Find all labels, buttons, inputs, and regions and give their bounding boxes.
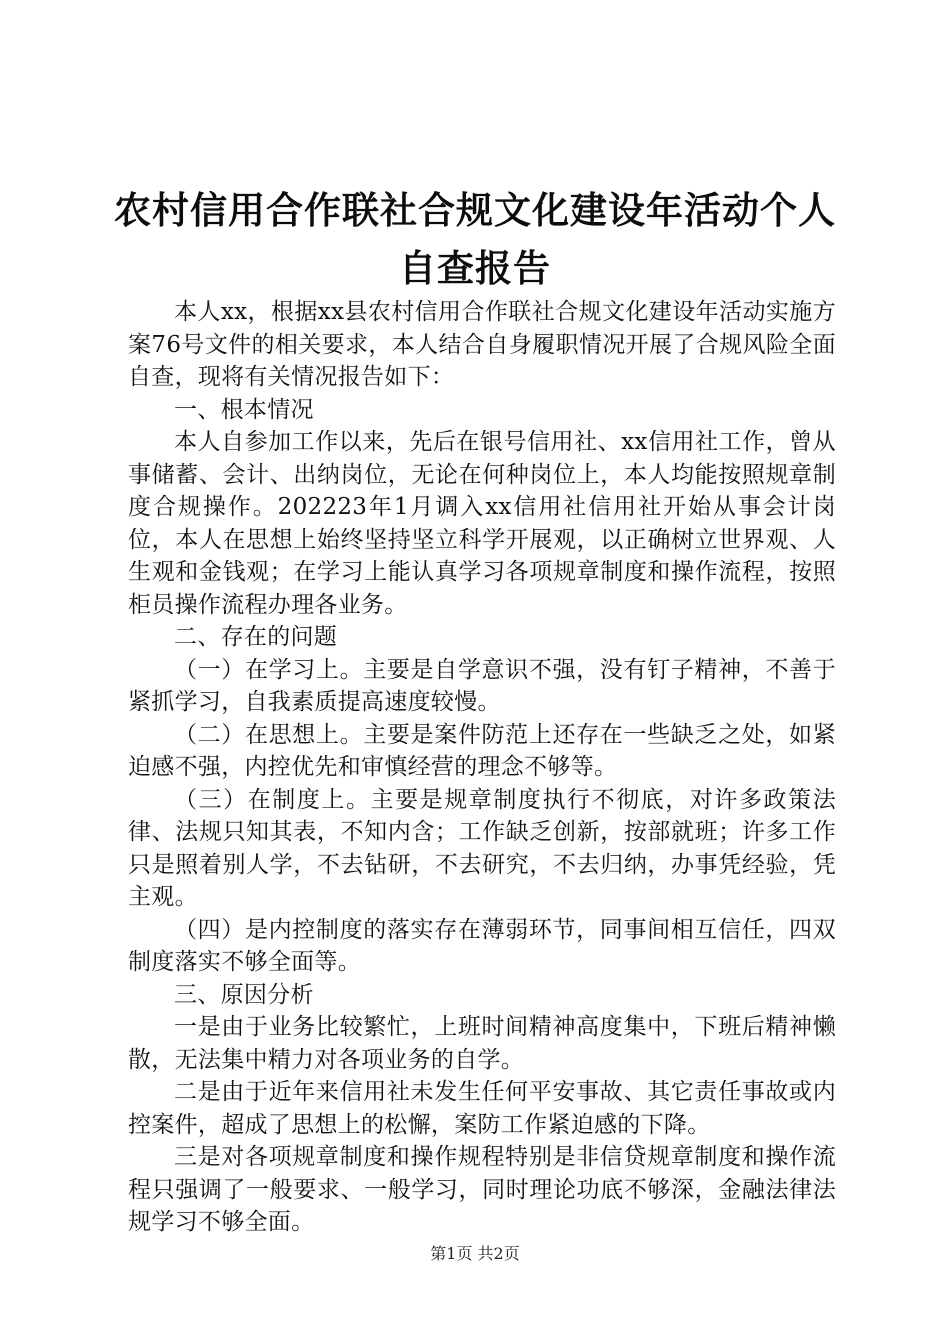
page-number-footer: 第1页 共2页 <box>430 1244 520 1263</box>
cause-item-one: 一是由于业务比较繁忙，上班时间精神高度集中，下班后精神懒散，无法集中精力对各项业务的自学。 <box>128 1014 836 1073</box>
problem-item-thinking: （二）在思想上。主要是案件防范上还存在一些缺乏之处，如紧迫感不强，内控优先和审慎经营的理念不够等。 <box>128 721 836 780</box>
section-heading-basic-situation: 一、根本情况 <box>174 396 314 423</box>
cause-item-two: 二是由于近年来信用社未发生任何平安事故、其它责任事故或内控案件，超成了思想上的松懈，案防工作紧迫感的下降。 <box>128 1079 836 1138</box>
cause-item-three: 三是对各项规章制度和操作规程特别是非信贷规章制度和操作流程只强调了一般要求、一般学习，同时理论功底不够深，金融法律法规学习不够全面。 <box>128 1144 836 1235</box>
problem-item-internal-control: （四）是内控制度的落实存在薄弱环节，同事间相互信任，四双制度落实不够全面等。 <box>128 916 836 975</box>
document-body <box>128 296 836 1239</box>
problem-item-study: （一）在学习上。主要是自学意识不强，没有钉子精神，不善于紧抓学习，自我素质提高速度较慢。 <box>128 656 836 715</box>
section-heading-existing-problems: 二、存在的问题 <box>174 624 338 650</box>
problem-item-system: （三）在制度上。主要是规章制度执行不彻底，对许多政策法律、法规只知其表，不知内含；工作缺乏创新，按部就班；许多工作只是照着别人学，不去钻研，不去研究，不去归纳，办事凭经验，凭主观。 <box>128 786 836 910</box>
intro-paragraph: 本人xx，根据xx县农村信用合作联社合规文化建设年活动实施方案76号文件的相关要求，本人结合自身履职情况开展了合规风险全面自查，现将有关情况报告如下： <box>128 299 836 390</box>
document-title: 农村信用合作联社合规文化建设年活动个人自查报告 <box>114 189 836 290</box>
section-heading-cause-analysis: 三、原因分析 <box>174 981 314 1008</box>
basic-situation-paragraph: 本人自参加工作以来，先后在银号信用社、xx信用社工作，曾从事储蓄、会计、出纳岗位，无论在何种岗位上，本人均能按照规章制度合规操作。202223年1月调入xx信用社信用社开始从事会计岗位，本人在思想上始终坚持坚立科学开展观，以正确树立世界观、人生观和金钱观；在学习上能认真学习各项规章制度和操作流程，按照柜员操作流程办理各业务。 <box>128 429 836 618</box>
